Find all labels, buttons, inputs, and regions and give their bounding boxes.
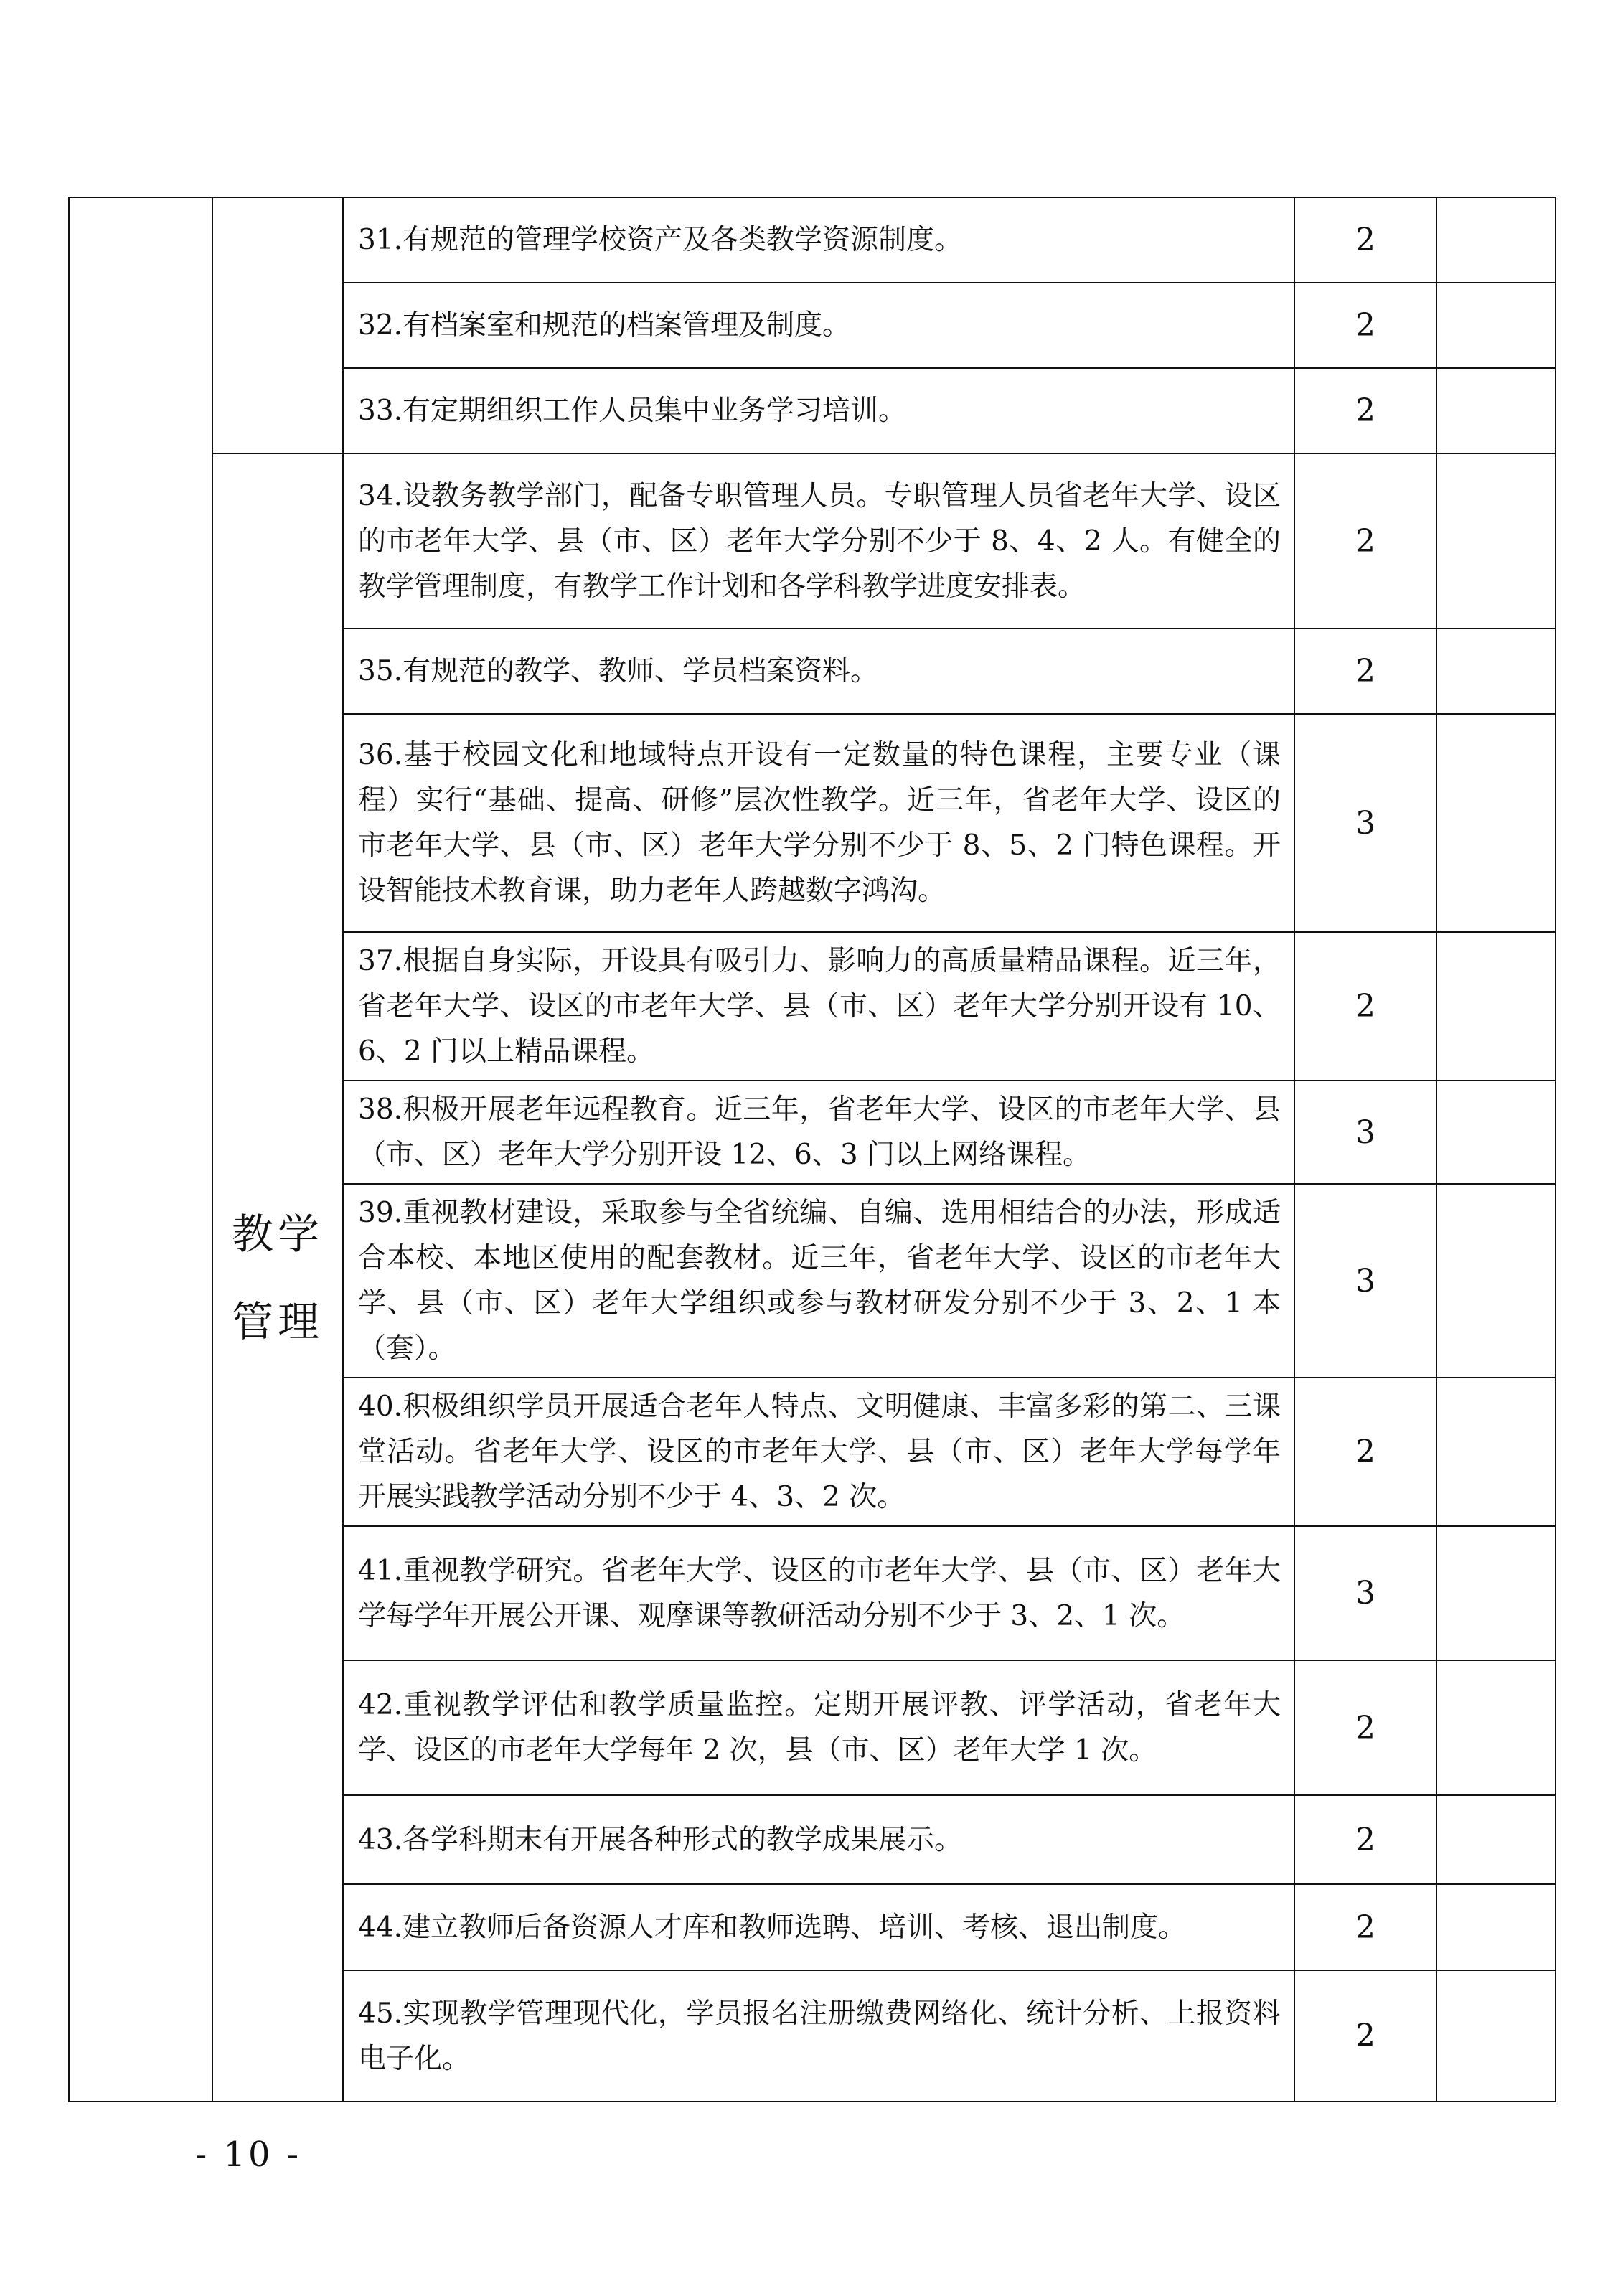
criterion-score: 2 [1294, 1795, 1436, 1884]
assessment-cell [1436, 1378, 1556, 1526]
criterion-text: 31.有规范的管理学校资产及各类教学资源制度。 [343, 197, 1294, 283]
criterion-text: 37.根据自身实际，开设具有吸引力、影响力的高质量精品课程。近三年，省老年大学、设区的市老年大学、县（市、区）老年大学分别开设有 10、6、2 门以上精品课程。 [343, 932, 1294, 1081]
criterion-score: 2 [1294, 1660, 1436, 1795]
criterion-text: 34.设教务教学部门，配备专职管理人员。专职管理人员省老年大学、设区的市老年大学、县（市、区）老年大学分别不少于 8、4、2 人。有健全的教学管理制度，有教学工作计划和各学科教学进度安排表。 [343, 453, 1294, 629]
criterion-text: 43.各学科期末有开展各种形式的教学成果展示。 [343, 1795, 1294, 1884]
criterion-score: 2 [1294, 283, 1436, 368]
table-row [69, 453, 1556, 629]
category-label-cell [212, 453, 343, 2102]
assessment-cell [1436, 1970, 1556, 2102]
secondary-category-cell [212, 197, 343, 453]
criterion-score: 3 [1294, 1184, 1436, 1378]
assessment-cell [1436, 1081, 1556, 1184]
criterion-text: 35.有规范的教学、教师、学员档案资料。 [343, 629, 1294, 714]
assessment-cell [1436, 1526, 1556, 1660]
assessment-cell [1436, 1184, 1556, 1378]
criterion-score: 2 [1294, 1970, 1436, 2102]
criterion-score: 2 [1294, 932, 1436, 1081]
criterion-text: 38.积极开展老年远程教育。近三年，省老年大学、设区的市老年大学、县（市、区）老年大学分别开设 12、6、3 门以上网络课程。 [343, 1081, 1294, 1184]
criterion-text: 44.建立教师后备资源人才库和教师选聘、培训、考核、退出制度。 [343, 1884, 1294, 1970]
criterion-score: 2 [1294, 197, 1436, 283]
category-label-line: 管理 [231, 1297, 324, 1346]
criterion-text: 42.重视教学评估和教学质量监控。定期开展评教、评学活动，省老年大学、设区的市老年大学每年 2 次，县（市、区）老年大学 1 次。 [343, 1660, 1294, 1795]
assessment-cell [1436, 714, 1556, 932]
criterion-score: 3 [1294, 1526, 1436, 1660]
evaluation-table [68, 197, 1556, 2102]
criterion-text: 40.积极组织学员开展适合老年人特点、文明健康、丰富多彩的第二、三课堂活动。省老年大学、设区的市老年大学、县（市、区）老年大学每学年开展实践教学活动分别不少于 4、3、2 次。 [343, 1378, 1294, 1526]
assessment-cell [1436, 197, 1556, 283]
assessment-cell [1436, 453, 1556, 629]
assessment-cell [1436, 368, 1556, 453]
assessment-cell [1436, 283, 1556, 368]
criterion-text: 36.基于校园文化和地域特点开设有一定数量的特色课程，主要专业（课程）实行“基础、提高、研修”层次性教学。近三年，省老年大学、设区的市老年大学、县（市、区）老年大学分别不少于 8、5、2 门特色课程。开设智能技术教育课，助力老年人跨越数字鸿沟。 [343, 714, 1294, 932]
criterion-score: 2 [1294, 1378, 1436, 1526]
assessment-cell [1436, 1884, 1556, 1970]
page-number: - 10 - [195, 2135, 302, 2175]
criterion-text: 41.重视教学研究。省老年大学、设区的市老年大学、县（市、区）老年大学每学年开展公开课、观摩课等教研活动分别不少于 3、2、1 次。 [343, 1526, 1294, 1660]
criterion-text: 32.有档案室和规范的档案管理及制度。 [343, 283, 1294, 368]
criterion-score: 3 [1294, 714, 1436, 932]
assessment-cell [1436, 1660, 1556, 1795]
criterion-text: 33.有定期组织工作人员集中业务学习培训。 [343, 368, 1294, 453]
criterion-score: 2 [1294, 629, 1436, 714]
criterion-score: 2 [1294, 453, 1436, 629]
assessment-cell [1436, 629, 1556, 714]
assessment-cell [1436, 1795, 1556, 1884]
criterion-score: 2 [1294, 368, 1436, 453]
category-label-line: 教学 [231, 1209, 324, 1258]
primary-category-cell [69, 197, 212, 2102]
criterion-score: 2 [1294, 1884, 1436, 1970]
assessment-cell [1436, 932, 1556, 1081]
criterion-text: 39.重视教材建设，采取参与全省统编、自编、选用相结合的办法，形成适合本校、本地区使用的配套教材。近三年，省老年大学、设区的市老年大学、县（市、区）老年大学组织或参与教材研发分别不少于 3、2、1 本（套）。 [343, 1184, 1294, 1378]
criterion-text: 45.实现教学管理现代化，学员报名注册缴费网络化、统计分析、上报资料电子化。 [343, 1970, 1294, 2102]
table-row [69, 197, 1556, 283]
criterion-score: 3 [1294, 1081, 1436, 1184]
